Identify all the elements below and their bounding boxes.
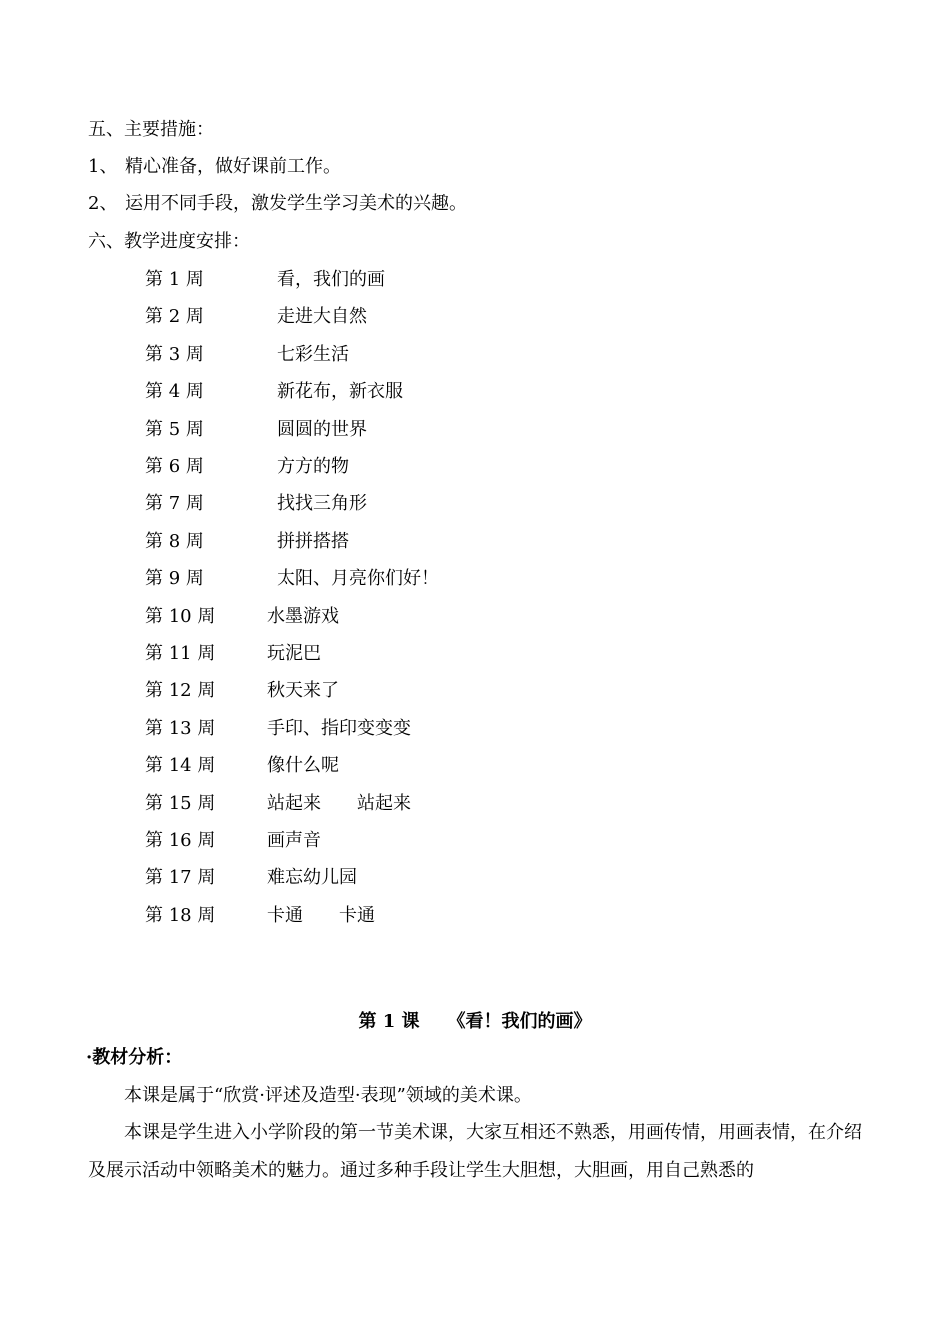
analysis-paragraph: 本课是属于“欣赏·评述及造型·表现”领域的美术课。	[124, 1085, 532, 1106]
lesson-title	[0, 1010, 950, 1034]
schedule-topic: 方方的物	[277, 456, 349, 477]
schedule-topic: 站起来 站起来	[267, 793, 411, 814]
schedule-row	[145, 530, 349, 554]
measure-item	[88, 155, 341, 179]
measure-text: 精心准备，做好课前工作。	[125, 156, 341, 177]
schedule-row	[145, 717, 411, 741]
schedule-topic: 秋天来了	[267, 680, 339, 701]
schedule-week: 第 2 周	[145, 306, 204, 327]
lesson-number: 第 1 课	[358, 1011, 420, 1032]
schedule-row	[145, 492, 367, 516]
schedule-week: 第 8 周	[145, 531, 204, 552]
schedule-row	[145, 829, 321, 853]
schedule-topic: 拼拼搭搭	[277, 531, 349, 552]
schedule-week: 第 11 周	[145, 643, 216, 664]
schedule-row	[145, 380, 403, 404]
schedule-topic: 卡通 卡通	[267, 905, 375, 926]
schedule-week: 第 14 周	[145, 755, 216, 776]
schedule-week: 第 12 周	[145, 680, 216, 701]
schedule-topic: 圆圆的世界	[277, 419, 367, 440]
measure-item	[88, 192, 467, 216]
lesson-name: 《看！我们的画》	[447, 1011, 592, 1032]
measure-number: 2、	[88, 193, 118, 214]
schedule-row	[145, 904, 375, 928]
schedule-row	[145, 305, 367, 329]
schedule-week: 第 18 周	[145, 905, 216, 926]
schedule-topic: 走进大自然	[277, 306, 367, 327]
schedule-week: 第 1 周	[145, 269, 204, 290]
schedule-topic: 像什么呢	[267, 755, 339, 776]
schedule-week: 第 10 周	[145, 606, 216, 627]
schedule-topic: 难忘幼儿园	[267, 867, 357, 888]
schedule-week: 第 15 周	[145, 793, 216, 814]
schedule-row	[145, 754, 339, 778]
schedule-topic: 水墨游戏	[267, 606, 339, 627]
schedule-week: 第 6 周	[145, 456, 204, 477]
schedule-week: 第 3 周	[145, 344, 204, 365]
schedule-row	[145, 792, 411, 816]
schedule-topic: 画声音	[267, 830, 321, 851]
schedule-week: 第 17 周	[145, 867, 216, 888]
schedule-row	[145, 866, 357, 890]
schedule-topic: 看，我们的画	[277, 269, 385, 290]
schedule-topic: 太阳、月亮你们好！	[277, 568, 439, 589]
schedule-row	[145, 642, 321, 666]
schedule-topic: 手印、指印变变变	[267, 718, 411, 739]
schedule-row	[145, 268, 385, 292]
schedule-heading: 六、教学进度安排：	[88, 231, 250, 252]
schedule-week: 第 9 周	[145, 568, 204, 589]
schedule-row	[145, 679, 339, 703]
schedule-week: 第 7 周	[145, 493, 204, 514]
schedule-topic: 玩泥巴	[267, 643, 321, 664]
schedule-week: 第 5 周	[145, 419, 204, 440]
schedule-topic: 找找三角形	[277, 493, 367, 514]
schedule-row	[145, 567, 439, 591]
schedule-row	[145, 605, 339, 629]
schedule-week: 第 16 周	[145, 830, 216, 851]
measures-heading: 五、主要措施：	[88, 119, 214, 140]
schedule-row	[145, 418, 367, 442]
schedule-row	[145, 343, 349, 367]
schedule-week: 第 13 周	[145, 718, 216, 739]
schedule-topic: 新花布，新衣服	[277, 381, 403, 402]
analysis-paragraph: 本课是学生进入小学阶段的第一节美术课，大家互相还不熟悉，用画传情，用画表情，在介绍及展示活动中领略美术的魅力。通过多种手段让学生大胆想，大胆画，用自己熟悉的	[88, 1122, 862, 1181]
schedule-row	[145, 455, 349, 479]
schedule-topic: 七彩生活	[277, 344, 349, 365]
measure-text: 运用不同手段，激发学生学习美术的兴趣。	[125, 193, 467, 214]
schedule-week: 第 4 周	[145, 381, 204, 402]
measure-number: 1、	[88, 156, 118, 177]
analysis-heading: ·教材分析：	[86, 1047, 183, 1068]
